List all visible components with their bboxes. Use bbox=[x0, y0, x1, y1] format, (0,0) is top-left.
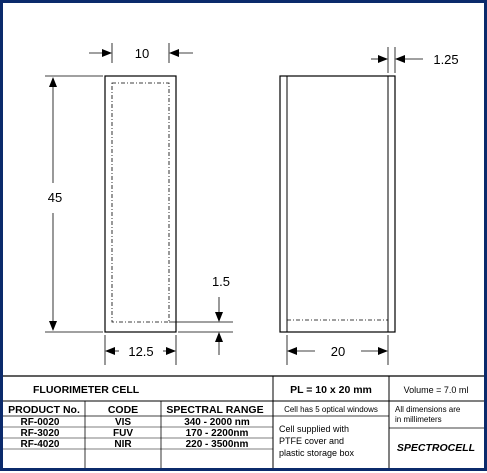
col-header-range: SPECTRAL RANGE bbox=[166, 404, 264, 416]
units-note-line-2: in millimeters bbox=[395, 415, 442, 424]
supply-note-line-3: plastic storage box bbox=[279, 448, 355, 458]
dim-height-label: 45 bbox=[47, 190, 63, 205]
row-1-range: 340 - 2000 nm bbox=[184, 417, 250, 428]
row-2-product: RF-3020 bbox=[20, 428, 60, 439]
row-3-product: RF-4020 bbox=[20, 439, 60, 450]
dim-side-wall-label: 1.25 bbox=[433, 52, 459, 67]
pathlength-text: PL = 10 x 20 mm bbox=[290, 384, 372, 396]
dim-outer-label: 12.5 bbox=[128, 344, 154, 359]
col-header-code: CODE bbox=[107, 404, 139, 416]
side-cell-outline bbox=[280, 76, 395, 332]
windows-note: Cell has 5 optical windows bbox=[284, 405, 378, 414]
col-header-product: PRODUCT No. bbox=[8, 404, 80, 416]
row-2-range: 170 - 2200nm bbox=[185, 428, 249, 439]
row-3-range: 220 - 3500nm bbox=[185, 439, 249, 450]
supply-note-line-1: Cell supplied with bbox=[279, 424, 350, 434]
units-note-line-1: All dimensions are bbox=[395, 405, 461, 414]
dim-wall-label: 1.5 bbox=[211, 274, 231, 289]
front-cell-outline bbox=[105, 76, 176, 332]
volume-text: Volume = 7.0 ml bbox=[403, 385, 469, 395]
dim-depth-label: 20 bbox=[330, 344, 346, 359]
row-3-code: NIR bbox=[114, 439, 132, 450]
side-view bbox=[280, 47, 459, 365]
row-2-code: FUV bbox=[113, 428, 133, 439]
supply-note-line-2: PTFE cover and bbox=[279, 436, 345, 446]
dim-width-label: 10 bbox=[134, 46, 150, 61]
front-cell-inner-window bbox=[112, 83, 169, 322]
brand-logo: SPECTROCELL bbox=[396, 442, 476, 454]
title-block bbox=[3, 376, 484, 468]
row-1-product: RF-0020 bbox=[20, 417, 60, 428]
row-1-code: VIS bbox=[114, 417, 132, 428]
front-view bbox=[45, 43, 233, 365]
technical-drawing bbox=[3, 3, 484, 468]
title-text: FLUORIMETER CELL bbox=[33, 384, 140, 396]
